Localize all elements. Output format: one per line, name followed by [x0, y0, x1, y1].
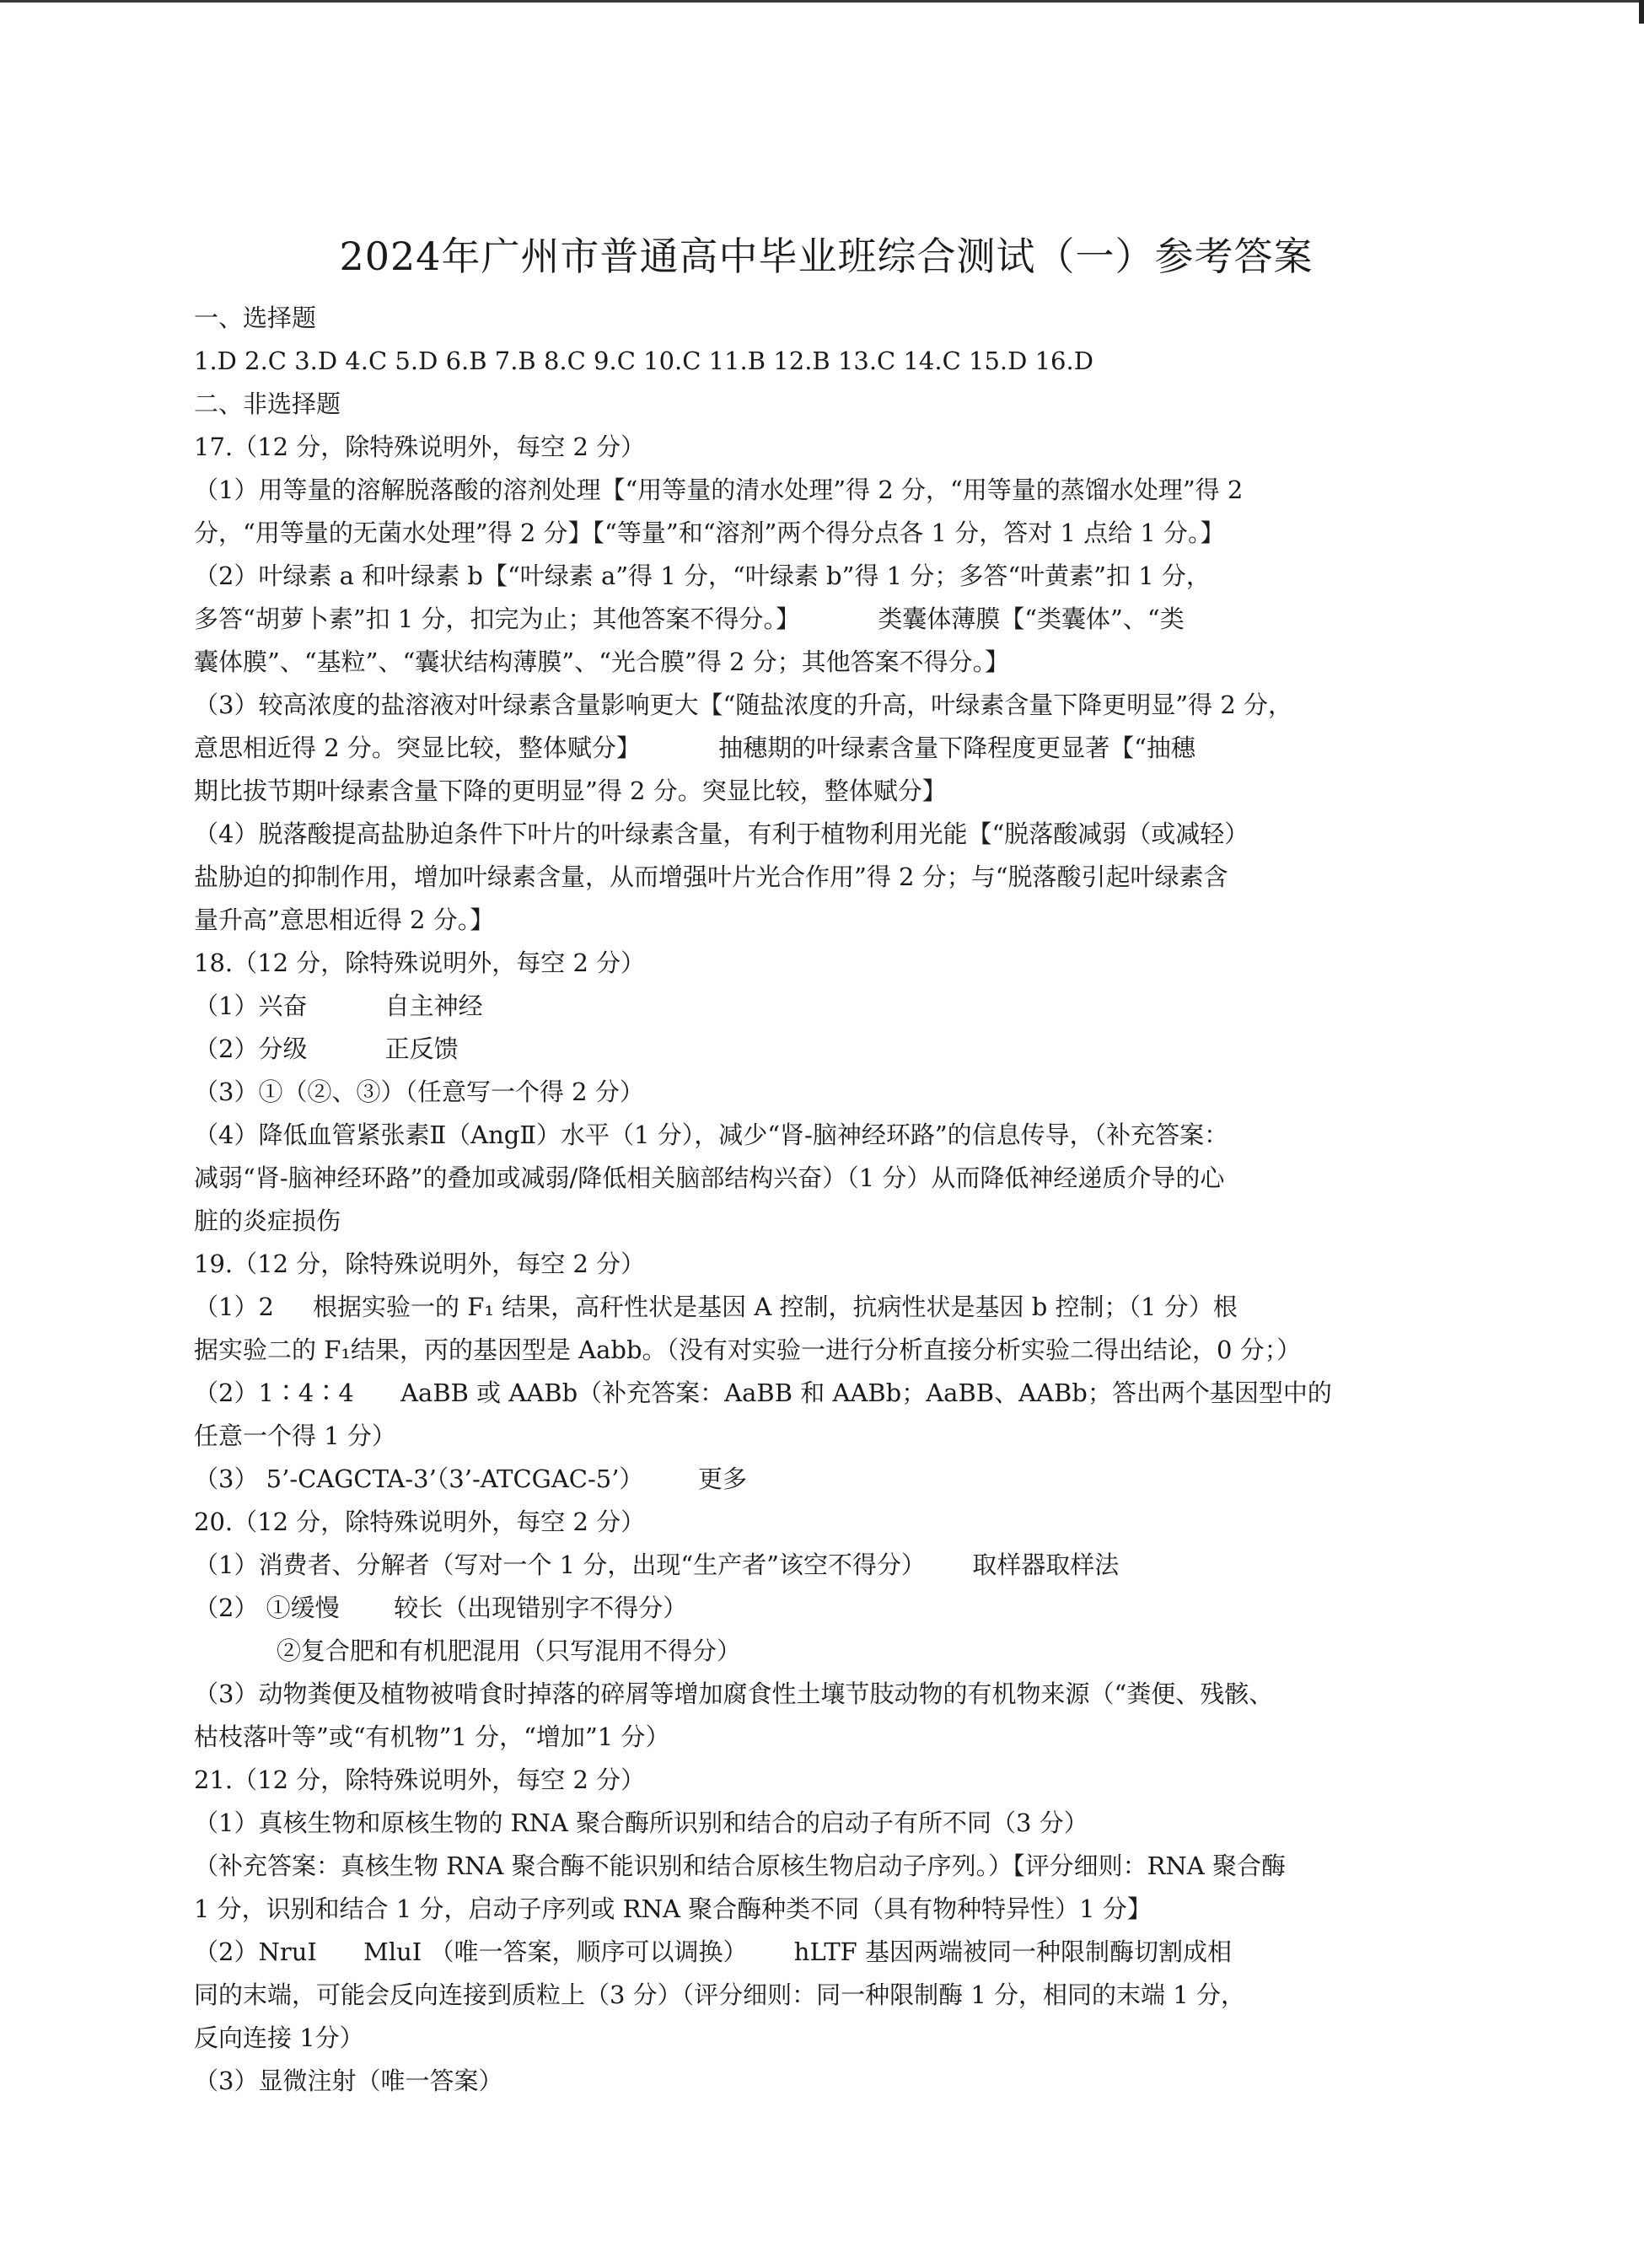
- answer-line: （2） ①缓慢 较长（出现错别字不得分）: [194, 1594, 688, 1622]
- answer-line: （2）叶绿素 a 和叶绿素 b【“叶绿素 a”得 1 分，“叶绿素 b”得 1 分；多答“叶黄素”扣 1 分，: [194, 562, 1211, 590]
- answer-line: 二、非选择题: [194, 390, 341, 418]
- answer-line: （2）1∶4∶4 AaBB 或 AABb（补充答案：AaBB 和 AABb；AaBB、AABb；答出两个基因型中的: [194, 1379, 1332, 1407]
- answer-line: 20.（12 分，除特殊说明外，每空 2 分）: [194, 1508, 646, 1536]
- answer-line: 19.（12 分，除特殊说明外，每空 2 分）: [194, 1250, 646, 1278]
- answer-line: （1）兴奋 自主神经: [194, 992, 483, 1020]
- answer-line: 同的末端，可能会反向连接到质粒上（3 分）（评分细则：同一种限制酶 1 分，相同的末端 1 分，: [194, 1980, 1245, 2009]
- answer-line: 21.（12 分，除特殊说明外，每空 2 分）: [194, 1765, 646, 1794]
- answer-lines-part-1: [194, 297, 1459, 1630]
- answer-line: 分，“用等量的无菌水处理”得 2 分】【“等量”和“溶剂”两个得分点各 1 分，答对 1 点给 1 分。】: [194, 519, 1225, 547]
- page-title: 2024年广州市普通高中毕业班综合测试（一）参考答案: [339, 234, 1314, 279]
- answer-line: （4）降低血管紧张素Ⅱ（AngⅡ）水平（1 分），减少“肾-脑神经环路”的信息传导，（补充答案：: [194, 1121, 1229, 1149]
- answer-line: 据实验二的 F₁结果，丙的基因型是 Aabb。（没有对实验一进行分析直接分析实验二得出结论，0 分；）: [194, 1336, 1302, 1364]
- answer-line: （2）分级 正反馈: [194, 1035, 459, 1063]
- answer-line: （1）2 根据实验一的 F₁ 结果，高秆性状是基因 A 控制，抗病性状是基因 b 控制；（1 分）根: [194, 1293, 1238, 1321]
- answer-line: （3）较高浓度的盐溶液对叶绿素含量影响更大【“随盐浓度的升高，叶绿素含量下降更明显”得 2 分，: [194, 691, 1292, 719]
- answer-line: 意思相近得 2 分。突显比较，整体赋分】 抽穗期的叶绿素含量下降程度更显著【“抽穗: [194, 734, 1195, 762]
- answer-line: 1.D 2.C 3.D 4.C 5.D 6.B 7.B 8.C 9.C 10.C 11.B 12.B 13.C 14.C 15.D 16.D: [194, 347, 1093, 375]
- answer-line: 1 分，识别和结合 1 分，启动子序列或 RNA 聚合酶种类不同（具有物种特异性）1 分】: [194, 1894, 1152, 1923]
- answer-line: （3）显微注射（唯一答案）: [194, 2066, 503, 2095]
- answer-line: 囊体膜”、“基粒”、“囊状结构薄膜”、“光合膜”得 2 分；其他答案不得分。】: [194, 648, 1010, 676]
- answer-line: （3）动物粪便及植物被啃食时掉落的碎屑等增加腐食性土壤节肢动物的有机物来源（“粪便、残骸、: [194, 1680, 1274, 1708]
- answer-line: （2）NruI MluI （唯一答案，顺序可以调换） hLTF 基因两端被同一种限制酶切割成相: [194, 1937, 1233, 1966]
- answer-line: （补充答案：真核生物 RNA 聚合酶不能识别和结合原核生物启动子序列。）【评分细则：RNA 聚合酶: [194, 1851, 1286, 1880]
- answer-line: （1）消费者、分解者（写对一个 1 分，出现“生产者”该空不得分） 取样器取样法: [194, 1551, 1120, 1579]
- answer-line: 枯枝落叶等”或“有机物”1 分，“增加”1 分）: [194, 1722, 670, 1751]
- top-scan-border: [0, 0, 1644, 3]
- answer-lines-part-2: [194, 1673, 1459, 2103]
- answer-line: 反向连接 1分）: [194, 2023, 364, 2052]
- answer-line: 盐胁迫的抑制作用，增加叶绿素含量，从而增强叶片光合作用”得 2 分；与“脱落酸引起叶绿素含: [194, 863, 1228, 891]
- corner-scan-mark: [1639, 0, 1644, 24]
- answer-line: 17.（12 分，除特殊说明外，每空 2 分）: [194, 433, 646, 461]
- answer-line: 一、选择题: [194, 304, 317, 332]
- answer-line: 脏的炎症损伤: [194, 1207, 341, 1235]
- answer-line: （1）用等量的溶解脱落酸的溶剂处理【“用等量的清水处理”得 2 分，“用等量的蒸馏水处理”得 2: [194, 476, 1244, 504]
- answer-line: 多答“胡萝卜素”扣 1 分，扣完为止；其他答案不得分。】 类囊体薄膜【“类囊体”、“类: [194, 605, 1185, 633]
- answer-line-sub: ②复合肥和有机肥混用（只写混用不得分）: [277, 1637, 742, 1665]
- answer-line: （4）脱落酸提高盐胁迫条件下叶片的叶绿素含量，有利于植物利用光能【“脱落酸减弱（或减轻）: [194, 820, 1249, 848]
- answer-line: 18.（12 分，除特殊说明外，每空 2 分）: [194, 949, 646, 977]
- answer-line: 任意一个得 1 分）: [194, 1422, 396, 1450]
- answer-line: 期比拔节期叶绿素含量下降的更明显”得 2 分。突显比较，整体赋分】: [194, 777, 947, 805]
- answer-line: （3）①（②、③）（任意写一个得 2 分）: [194, 1078, 644, 1106]
- answer-line: （3） 5’-CAGCTA-3’（3’-ATCGAC-5’） 更多: [194, 1465, 747, 1493]
- answer-line: 量升高”意思相近得 2 分。】: [194, 906, 495, 934]
- answer-line: 减弱“肾-脑神经环路”的叠加或减弱/降低相关脑部结构兴奋）（1 分）从而降低神经递质介导的心: [194, 1164, 1225, 1192]
- answer-sheet: [194, 226, 1459, 2103]
- answer-line: （1）真核生物和原核生物的 RNA 聚合酶所识别和结合的启动子有所不同（3 分）: [194, 1808, 1088, 1837]
